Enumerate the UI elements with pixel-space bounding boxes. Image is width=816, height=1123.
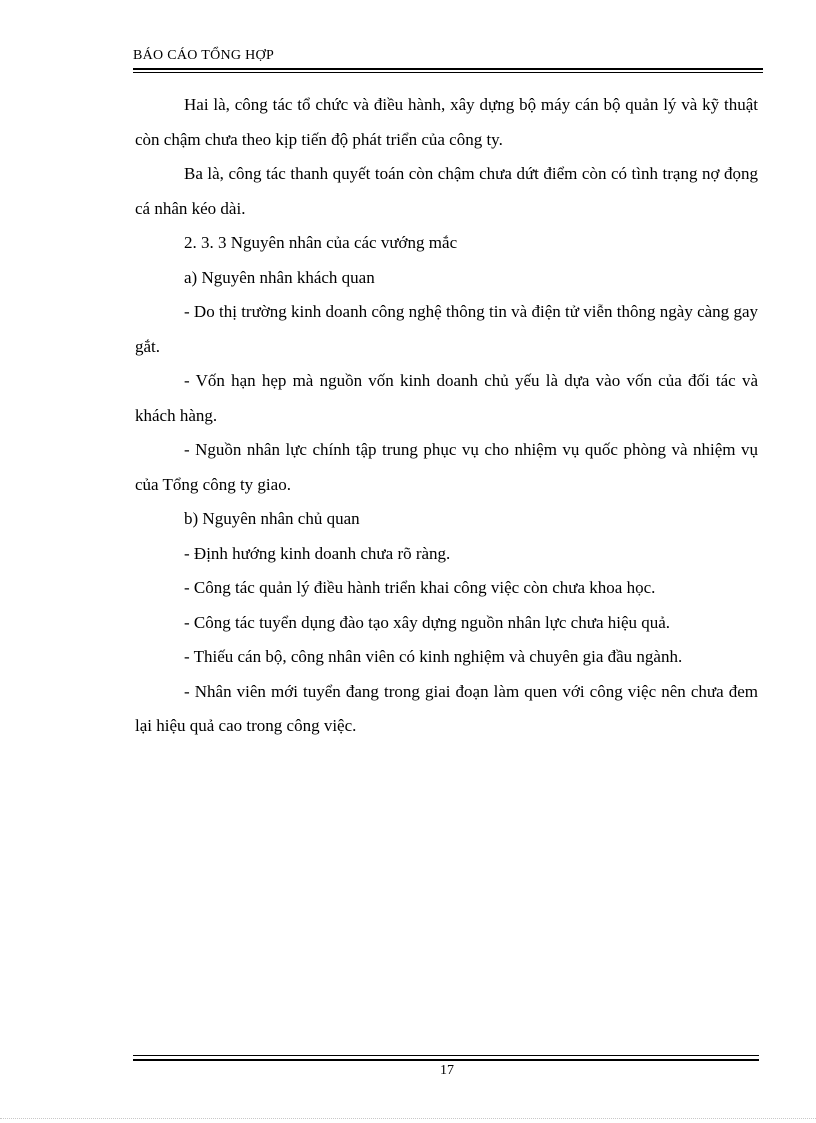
page-bottom-border: [0, 1118, 816, 1119]
list-item: - Nguồn nhân lực chính tập trung phục vụ cho nhiệm vụ quốc phòng và nhiệm vụ của Tổng công ty giao.: [135, 440, 758, 494]
paragraph-2: Ba là, công tác thanh quyết toán còn chậm chưa dứt điểm còn có tình trạng nợ đọng cá nhân kéo dài.: [135, 164, 758, 218]
footer-rule: [133, 1055, 759, 1056]
list-item: - Công tác quản lý điều hành triển khai công việc còn chưa khoa học.: [184, 578, 656, 597]
subheading-subjective: b) Nguyên nhân chủ quan: [184, 509, 360, 528]
footer-rule-secondary: [133, 1059, 759, 1061]
list-item: - Định hướng kinh doanh chưa rõ ràng.: [184, 543, 451, 563]
paragraph-1: Hai là, công tác tổ chức và điều hành, xây dựng bộ máy cán bộ quản lý và kỹ thuật còn chậm chưa theo kịp tiến độ phát triển của công ty.: [135, 95, 758, 149]
list-item: - Nhân viên mới tuyển đang trong giai đoạn làm quen với công việc nên chưa đem lại hiệu quả cao trong công việc.: [135, 681, 758, 735]
header-rule: [133, 68, 763, 70]
section-heading: 2. 3. 3 Nguyên nhân của các vướng mắc: [184, 233, 458, 252]
body-text: [135, 88, 758, 744]
page-number: 17: [440, 1063, 454, 1078]
subheading-objective: a) Nguyên nhân khách quan: [184, 267, 375, 287]
list-item: - Thiếu cán bộ, công nhân viên có kinh nghiệm và chuyên gia đầu ngành.: [184, 647, 683, 666]
list-item: - Do thị trường kinh doanh công nghệ thông tin và điện tử viễn thông ngày càng gay gắt.: [135, 302, 758, 356]
list-item: - Vốn hạn hẹp mà nguồn vốn kinh doanh chủ yếu là dựa vào vốn của đối tác và khách hàng.: [135, 371, 758, 425]
header-rule-secondary: [133, 72, 763, 73]
header-title: BÁO CÁO TỔNG HỢP: [133, 48, 275, 63]
list-item: - Công tác tuyển dụng đào tạo xây dựng nguồn nhân lực chưa hiệu quả.: [184, 612, 671, 632]
